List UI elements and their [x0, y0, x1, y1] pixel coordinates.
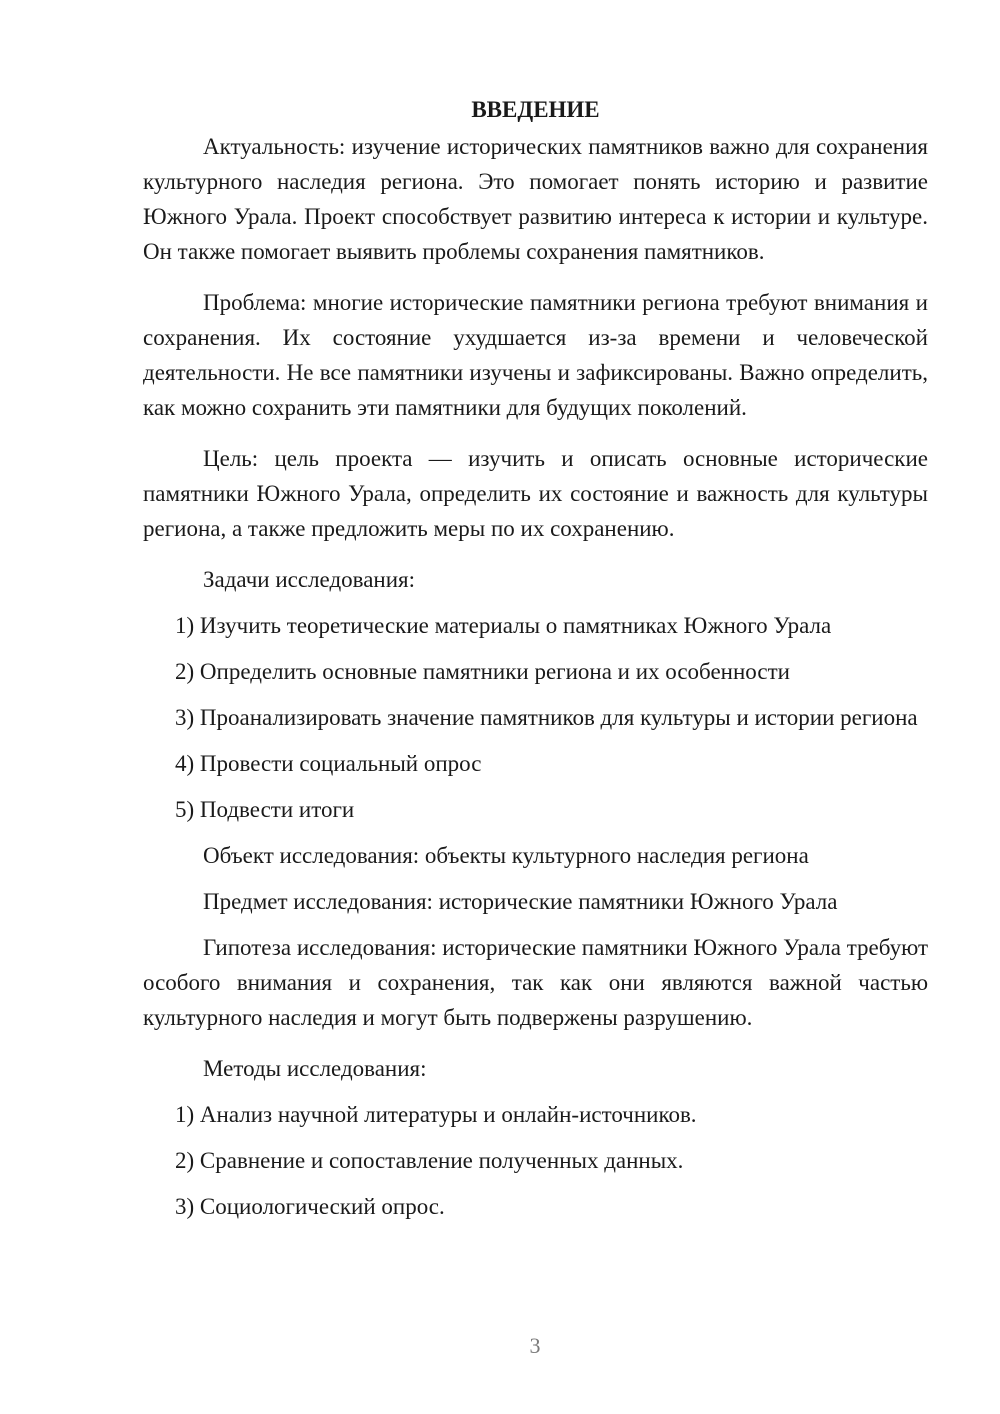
task-item: 3) Проанализировать значение памятников для культуры и истории региона — [175, 705, 918, 730]
method-item: 2) Сравнение и сопоставление полученных данных. — [175, 1148, 684, 1173]
relevance-paragraph: Актуальность: изучение исторических памятников важно для сохранения культурного наследия региона. Это помогает понять историю и развитие Южного Урала. Проект способствует развитию интереса к истории и культуре. Он также помогает выявить проблемы сохранения памятников. — [143, 134, 928, 264]
goal-paragraph: Цель: цель проекта — изучить и описать основные исторические памятники Южного Урала, определить их состояние и важность для культуры региона, а также предложить меры по их сохранению. — [143, 446, 928, 541]
method-item: 3) Социологический опрос. — [175, 1194, 445, 1219]
page-number: 3 — [529, 1333, 541, 1358]
task-item: 1) Изучить теоретические материалы о памятниках Южного Урала — [175, 613, 832, 638]
document-body — [143, 92, 928, 1235]
tasks-heading: Задачи исследования: — [203, 567, 416, 592]
problem-paragraph: Проблема: многие исторические памятники региона требуют внимания и сохранения. Их состояние ухудшается из-за времени и человеческой деятельности. Не все памятники изучены и зафиксированы. Важно определить, как можно сохранить эти памятники для будущих поколений. — [143, 290, 928, 420]
task-item: 4) Провести социальный опрос — [175, 751, 482, 776]
task-item: 2) Определить основные памятники региона и их особенности — [175, 659, 790, 684]
task-item: 5) Подвести итоги — [175, 797, 355, 822]
research-object: Объект исследования: объекты культурного наследия региона — [203, 843, 809, 868]
hypothesis-paragraph: Гипотеза исследования: исторические памятники Южного Урала требуют особого внимания и сохранения, так как они являются важной частью культурного наследия и могут быть подвержены разрушению. — [143, 935, 928, 1030]
research-subject: Предмет исследования: исторические памятники Южного Урала — [203, 889, 838, 914]
method-item: 1) Анализ научной литературы и онлайн-источников. — [175, 1102, 697, 1127]
methods-heading: Методы исследования: — [203, 1056, 427, 1081]
page-title: ВВЕДЕНИЕ — [471, 97, 600, 122]
